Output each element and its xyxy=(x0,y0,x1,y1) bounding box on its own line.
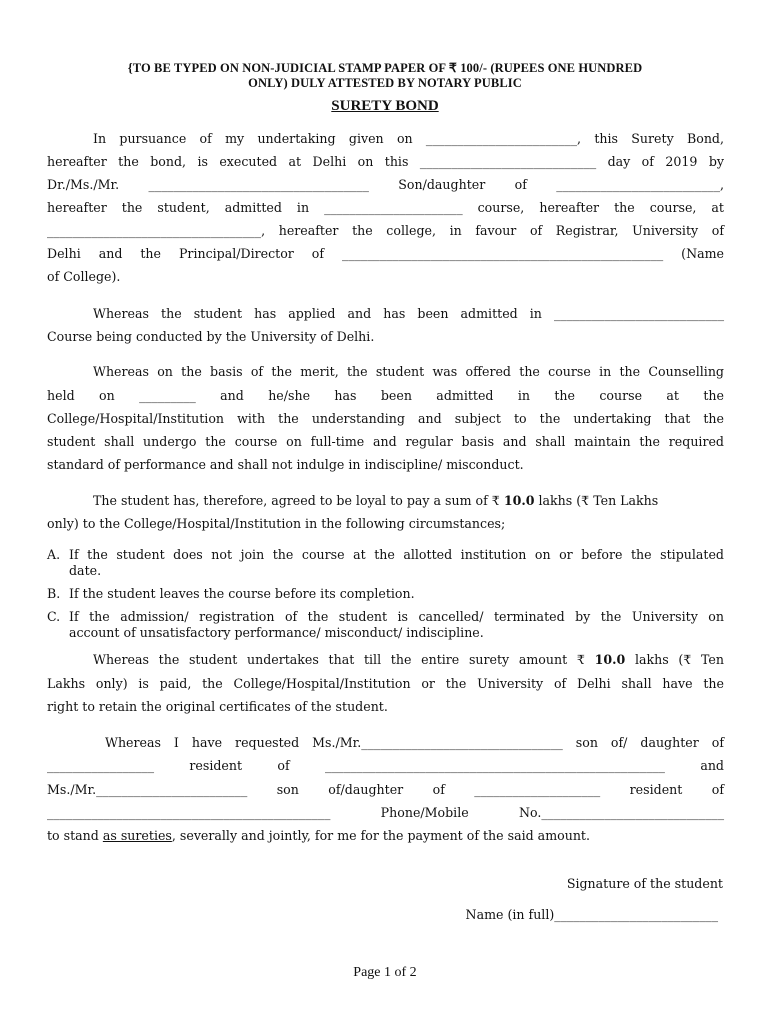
paragraph-line: hereafter the student, admitted in ______________________ course, hereafter the course, at xyxy=(47,200,724,215)
paragraph-line: __________________________________, hereafter the college, in favour of Registrar, University of xyxy=(47,223,724,238)
paragraph-line: only) to the College/Hospital/Institution in the following circumstances; xyxy=(47,516,506,531)
list-marker: B. xyxy=(47,586,61,601)
stamp-paper-instruction-line-1: {TO BE TYPED ON NON-JUDICIAL STAMP PAPER OF ₹ 100/- (RUPEES ONE HUNDRED xyxy=(127,61,643,75)
paragraph-line: Whereas on the basis of the merit, the student was offered the course in the Counselling xyxy=(93,364,724,379)
paragraph-line: held on _________ and he/she has been admitted in the course at the xyxy=(47,388,724,403)
signature-label: Signature of the student xyxy=(566,876,723,891)
document-title: SURETY BOND xyxy=(331,98,439,114)
list-marker: A. xyxy=(47,547,61,562)
paragraph-line: Whereas the student undertakes that till the entire surety amount ₹ 10.0 lakhs (₹ Ten xyxy=(93,652,724,667)
stamp-paper-instruction-line-2: ONLY) DULY ATTESTED BY NOTARY PUBLIC xyxy=(248,76,522,90)
surety-amount: 10.0 xyxy=(594,652,626,667)
paragraph-line: _________________ resident of ______________________________________________________ and xyxy=(47,758,724,773)
paragraph-line: Ms./Mr.________________________ son of/daughter of ____________________ resident of xyxy=(47,782,724,797)
paragraph-line: of College). xyxy=(47,269,121,284)
paragraph-line: College/Hospital/Institution with the understanding and subject to the undertaking that the xyxy=(47,411,724,426)
page-number: Page 1 of 2 xyxy=(353,965,417,980)
paragraph-line: In pursuance of my undertaking given on ________________________, this Surety Bond, xyxy=(93,131,724,146)
paragraph-line: student shall undergo the course on full-time and regular basis and shall maintain the required xyxy=(47,434,724,449)
paragraph-line: Dr./Ms./Mr. ___________________________________ Son/daughter of __________________________, xyxy=(47,177,724,192)
paragraph-line: Whereas I have requested Ms./Mr.________________________________ son of/ daughter of xyxy=(105,735,724,750)
paragraph-line: hereafter the bond, is executed at Delhi on this ____________________________ day of 2019 by xyxy=(47,154,724,169)
paragraph-line: standard of performance and shall not indulge in indiscipline/ misconduct. xyxy=(47,457,524,472)
paragraph-line: Delhi and the Principal/Director of ___________________________________________________ (Name xyxy=(47,246,724,261)
sureties-underlined: as sureties xyxy=(102,828,172,843)
paragraph-line: Whereas the student has applied and has been admitted in ___________________________ xyxy=(93,306,724,321)
list-marker: C. xyxy=(47,609,61,624)
paragraph-line: right to retain the original certificates of the student. xyxy=(47,699,388,714)
paragraph-line: The student has, therefore, agreed to be loyal to pay a sum of ₹ 10.0 lakhs (₹ Ten Lakhs xyxy=(93,493,659,508)
paragraph-line: Lakhs only) is paid, the College/Hospital/Institution or the University of Delhi shall have the xyxy=(47,676,724,691)
paragraph-line: Course being conducted by the University of Delhi. xyxy=(47,329,375,344)
paragraph-line: _____________________________________________ Phone/Mobile No._____________________________ xyxy=(47,805,724,820)
name-in-full-field: Name (in full)__________________________ xyxy=(465,907,718,922)
surety-amount: 10.0 xyxy=(503,493,535,508)
paragraph-line: to stand as sureties, severally and jointly, for me for the payment of the said amount. xyxy=(47,828,590,843)
